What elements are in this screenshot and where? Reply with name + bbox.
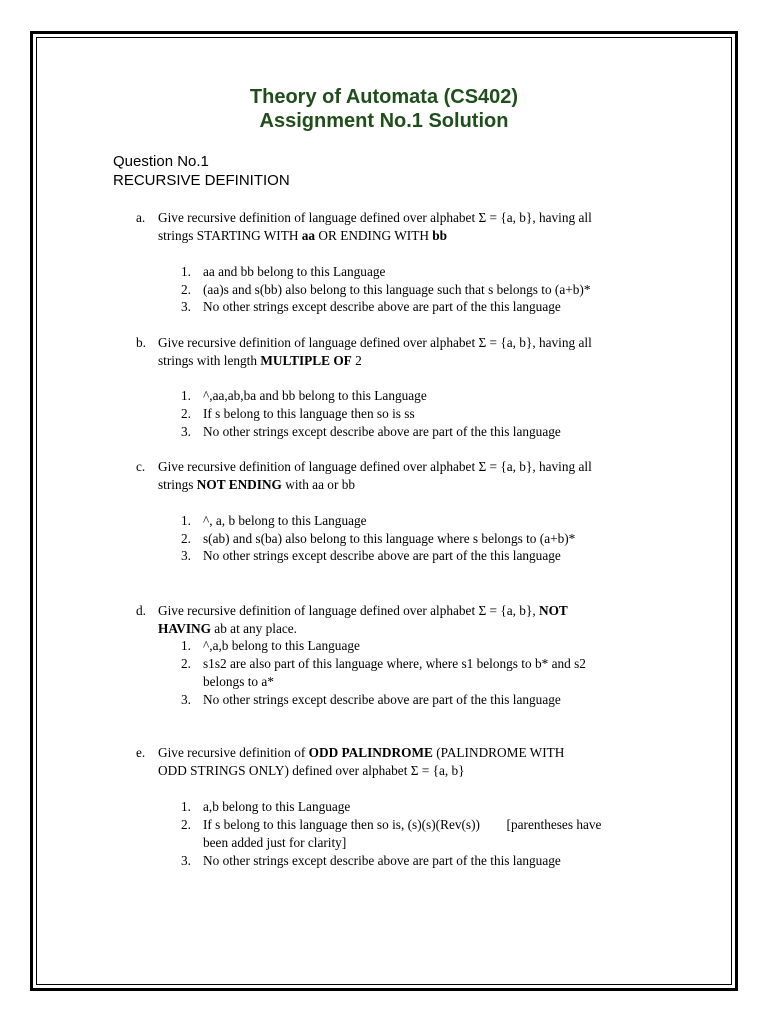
rule-text: s(ab) and s(ba) also belong to this language where s belongs to (a+b)* xyxy=(203,531,576,546)
item-prompt-line: Give recursive definition of language defined over alphabet Σ = {a, b}, having all xyxy=(158,459,592,474)
item-letter: d. xyxy=(136,603,146,618)
rule-text: ^, a, b belong to this Language xyxy=(203,513,367,528)
rule-text: If s belong to this language then so is, (s)(s)(Rev(s)) [parentheses have xyxy=(203,817,602,832)
prompt-bold-text: MULTIPLE OF xyxy=(260,353,352,368)
item-letter: c. xyxy=(136,459,146,474)
rule-text: If s belong to this language then so is ss xyxy=(203,406,415,421)
rule-number: 1. xyxy=(181,264,191,279)
prompt-text: with aa or bb xyxy=(281,477,356,492)
item-letter: b. xyxy=(136,335,146,350)
rule-text: No other strings except describe above are part of the this language xyxy=(203,692,561,707)
item-prompt-line: Give recursive definition of language defined over alphabet Σ = {a, b}, having all xyxy=(158,210,592,225)
section-heading: RECURSIVE DEFINITION xyxy=(113,172,290,189)
rule-text: No other strings except describe above are part of the this language xyxy=(203,548,561,563)
item-letter: a. xyxy=(136,210,146,225)
rule-number: 1. xyxy=(181,513,191,528)
rule-text: belongs to a* xyxy=(203,674,274,689)
question-heading: Question No.1 xyxy=(113,153,209,170)
rule-number: 1. xyxy=(181,799,191,814)
prompt-text: 2 xyxy=(351,353,362,368)
rule-text: been added just for clarity] xyxy=(203,835,347,850)
rule-text: ^,a,b belong to this Language xyxy=(203,638,360,653)
prompt-bold-text: HAVING xyxy=(158,621,211,636)
rule-number: 3. xyxy=(181,548,191,563)
prompt-text: strings with length xyxy=(158,353,261,368)
item-prompt-line: ODD STRINGS ONLY) defined over alphabet Σ = {a, b} xyxy=(158,763,465,778)
rule-number: 1. xyxy=(181,638,191,653)
prompt-text: strings STARTING WITH xyxy=(158,228,302,243)
prompt-text: OR ENDING WITH xyxy=(315,228,433,243)
rule-number: 3. xyxy=(181,424,191,439)
rule-number: 2. xyxy=(181,656,191,671)
prompt-bold-text: ODD PALINDROME xyxy=(308,745,433,760)
rule-number: 2. xyxy=(181,406,191,421)
prompt-bold-text: aa xyxy=(301,228,316,243)
rule-number: 2. xyxy=(181,531,191,546)
rule-number: 1. xyxy=(181,388,191,403)
rule-number: 3. xyxy=(181,692,191,707)
prompt-bold-text: bb xyxy=(432,228,448,243)
item-prompt-line xyxy=(158,744,668,761)
rule-text: No other strings except describe above are part of the this language xyxy=(203,424,561,439)
prompt-bold-text: NOT ENDING xyxy=(196,477,282,492)
rule-text: s1s2 are also part of this language where, where s1 belongs to b* and s2 xyxy=(203,656,586,671)
prompt-text: strings xyxy=(158,477,197,492)
rule-text: aa and bb belong to this Language xyxy=(203,264,386,279)
document-title-line2: Assignment No.1 Solution xyxy=(259,110,509,132)
prompt-text: Give recursive definition of language defined over alphabet Σ = {a, b}, xyxy=(158,603,539,618)
prompt-text: ab at any place. xyxy=(210,621,297,636)
document-title-line1: Theory of Automata (CS402) xyxy=(249,86,519,108)
item-prompt-line xyxy=(158,476,668,493)
item-prompt-line xyxy=(158,352,668,369)
item-prompt-line: Give recursive definition of language defined over alphabet Σ = {a, b}, having all xyxy=(158,335,592,350)
prompt-bold-text: NOT xyxy=(538,603,568,618)
item-prompt-line xyxy=(158,602,668,619)
rule-text: No other strings except describe above are part of the this language xyxy=(203,853,561,868)
rule-text: No other strings except describe above are part of the this language xyxy=(203,299,561,314)
rule-number: 3. xyxy=(181,299,191,314)
rule-text: ^,aa,ab,ba and bb belong to this Language xyxy=(203,388,427,403)
rule-number: 2. xyxy=(181,282,191,297)
item-prompt-line xyxy=(158,227,668,244)
item-letter: e. xyxy=(136,745,146,760)
prompt-text: (PALINDROME WITH xyxy=(432,745,565,760)
rule-number: 3. xyxy=(181,853,191,868)
prompt-text: Give recursive definition of xyxy=(158,745,309,760)
rule-text: (aa)s and s(bb) also belong to this language such that s belongs to (a+b)* xyxy=(203,282,591,297)
rule-number: 2. xyxy=(181,817,191,832)
item-prompt-line xyxy=(158,620,668,637)
rule-text: a,b belong to this Language xyxy=(203,799,351,814)
